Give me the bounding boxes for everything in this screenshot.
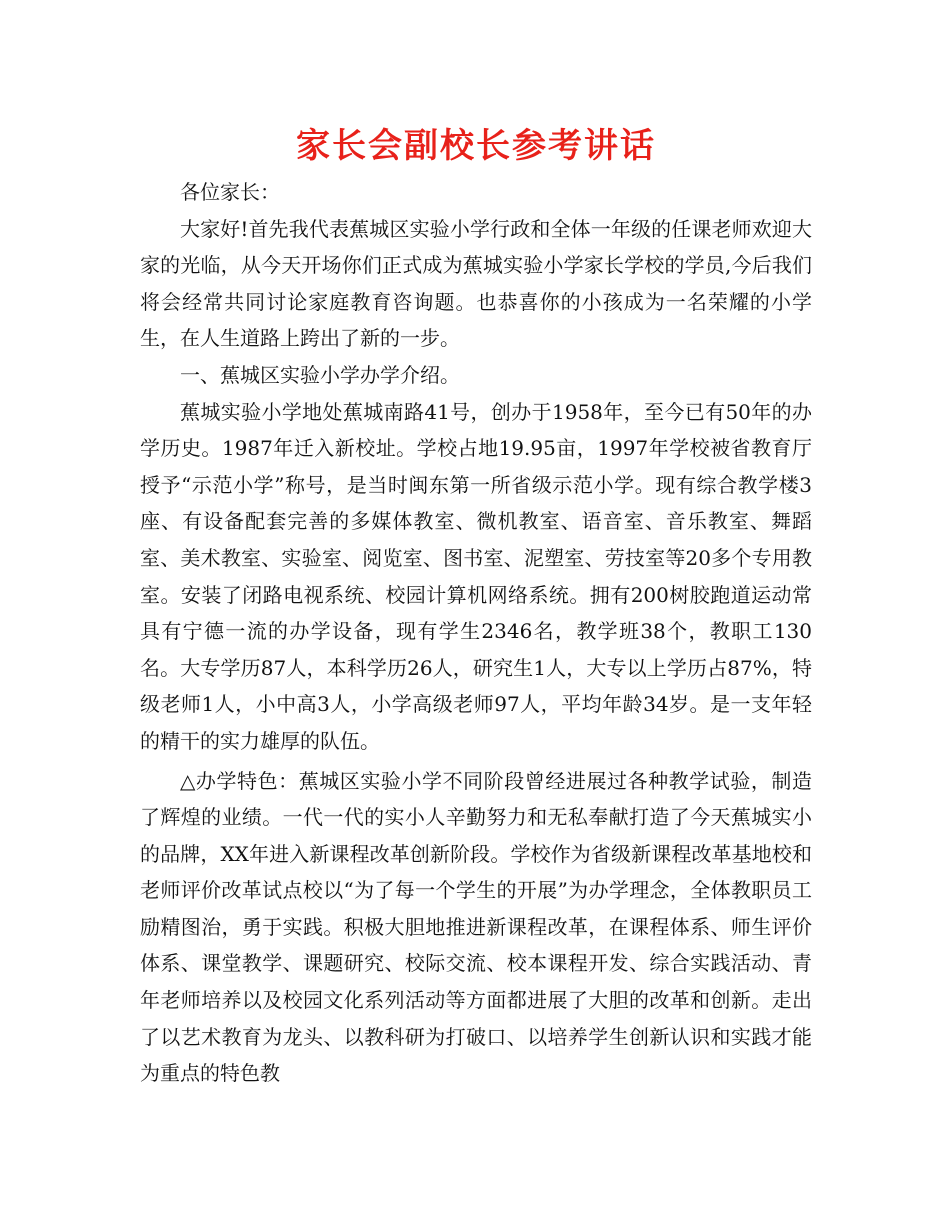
section-heading: 一、蕉城区实验小学办学介绍。 xyxy=(180,362,460,387)
greeting: 各位家长： xyxy=(180,180,280,204)
features-paragraph: △办学特色：蕉城区实验小学不同阶段曾经进展过各种教学试验，制造了辉煌的业绩。一代一代的实小人辛勤努力和无私奉献打造了今天蕉城实小的品牌，XX年进入新课程改革创新阶段。学校作为省级新课程改革基地校和老师评价改革试点校以“为了每一个学生的开展”为办学理念，全体教职员工励精图治，勇于实践。积极大胆地推进新课程改革，在课程体系、师生评价体系、课堂教学、课题研究、校际交流、校本课程开发、综合实践活动、青年老师培养以及校园文化系列活动等方面都进展了大胆的改革和创新。走出了以艺术教育为龙头、以教科研为打破口、以培养学生创新认识和实践才能为重点的特色教 xyxy=(140,768,812,1086)
document-page xyxy=(140,118,812,1092)
document-title: 家长会副校长参考讲话 xyxy=(296,126,656,166)
school-intro-paragraph: 蕉城实验小学地处蕉城南路41号，创办于1958年，至今已有50年的办学历史。1987年迁入新校址。学校占地19.95亩，1997年学校被省教育厅授予“示范小学”称号，是当时闽东第一所省级示范小学。现有综合教学楼3座、有设备配套完善的多媒体教室、微机教室、语音室、音乐教室、舞蹈室、美术教室、实验室、阅览室、图书室、泥塑室、劳技室等20多个专用教室。安装了闭路电视系统、校园计算机网络系统。拥有200树胶跑道运动常具有宁德一流的办学设备，现有学生2346名，教学班38个，教职工130名。大专学历87人，本科学历26人，研究生1人，大专以上学历占87%，特级老师1人，小中高3人，小学高级老师97人，平均年龄34岁。是一支年轻的精干的实力雄厚的队伍。 xyxy=(140,399,812,753)
intro-paragraph: 大家好!首先我代表蕉城区实验小学行政和全体一年级的任课老师欢迎大家的光临，从今天开场你们正式成为蕉城实验小学家长学校的学员,今后我们将会经常共同讨论家庭教育咨询题。也恭喜你的小孩成为一名荣耀的小学生，在人生道路上跨出了新的一步。 xyxy=(140,216,812,351)
